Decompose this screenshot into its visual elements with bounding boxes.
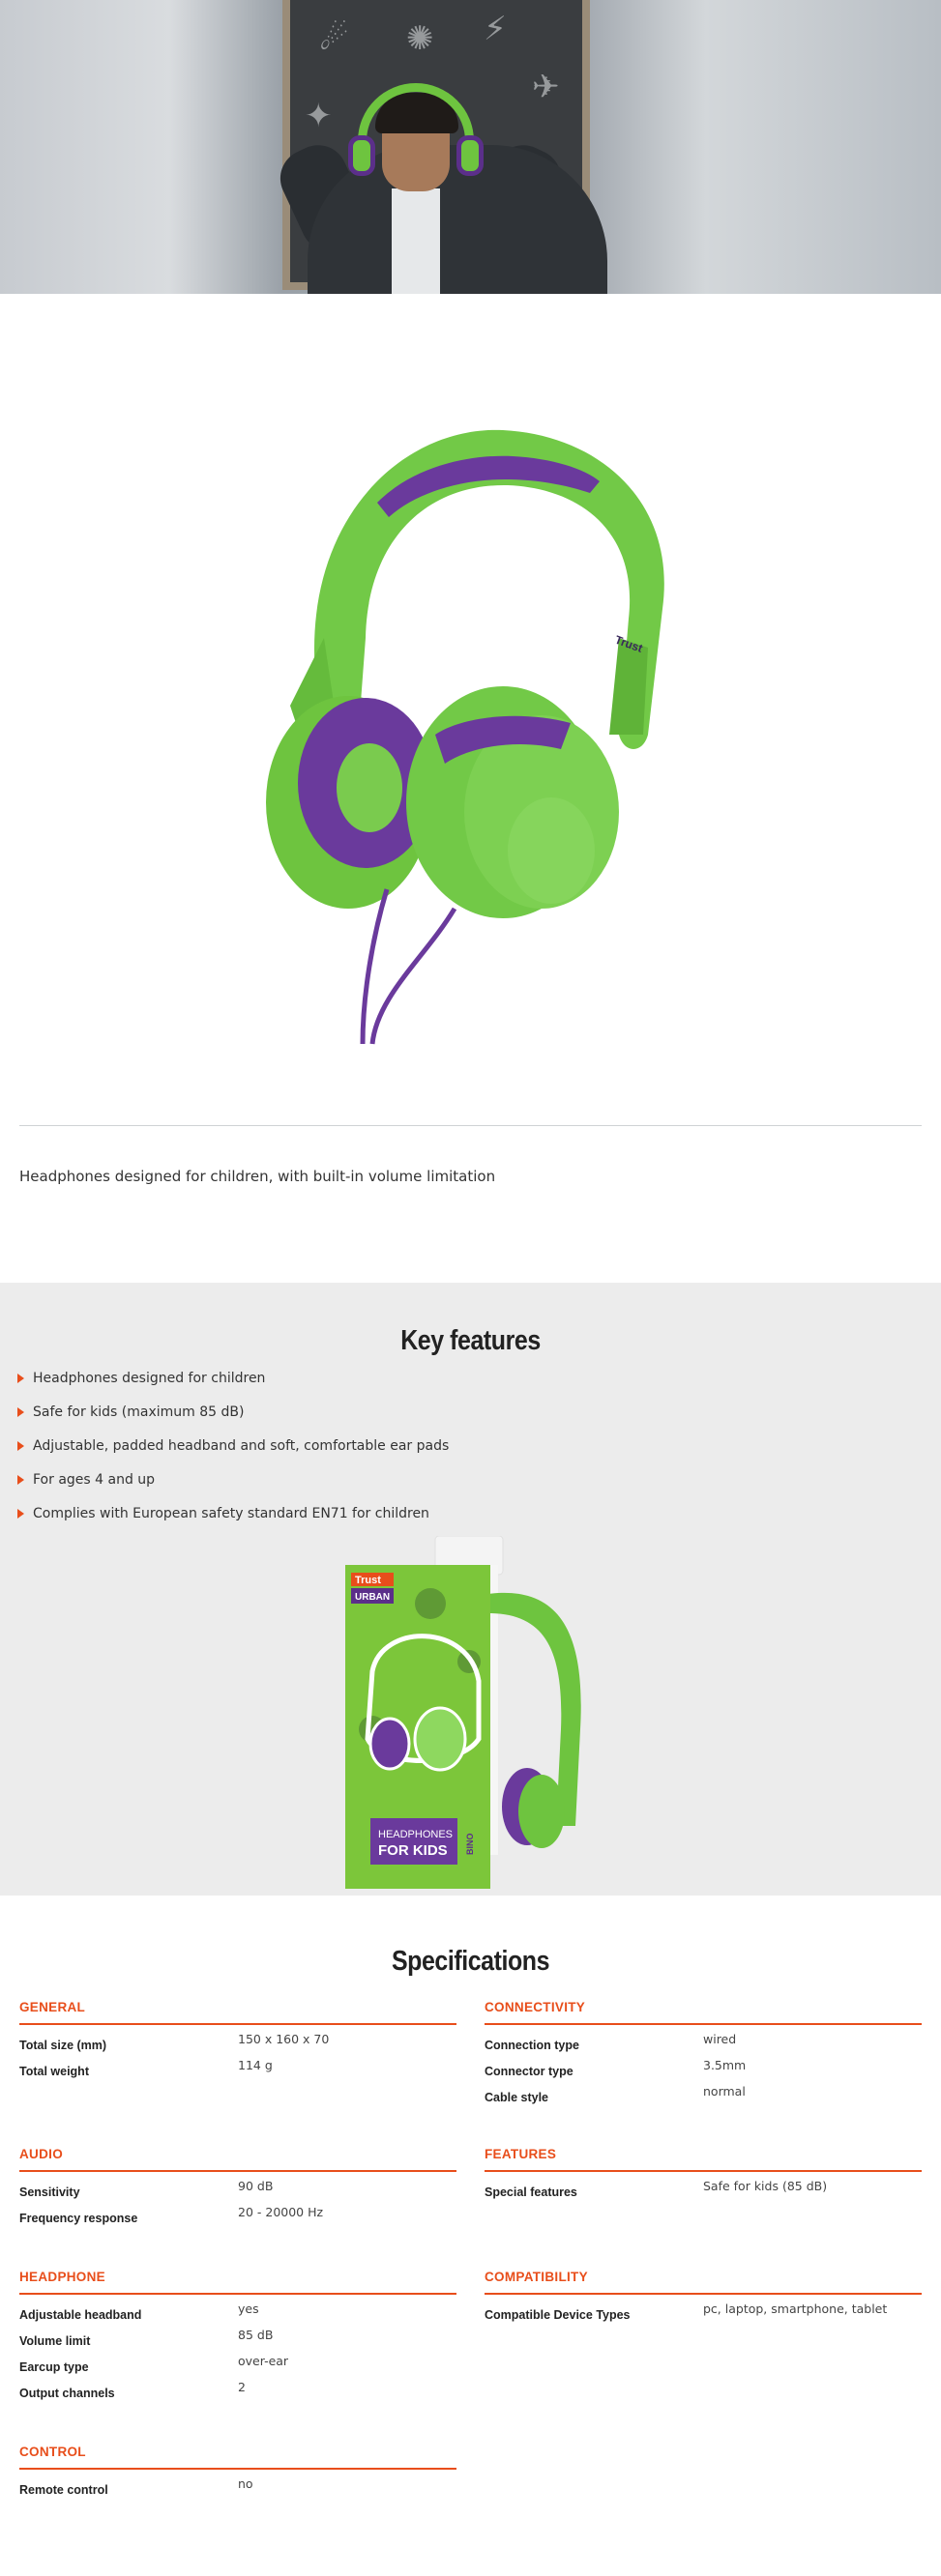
doodle-plane: ✈ <box>532 68 560 106</box>
doodle-ufo: ☄ <box>319 19 349 58</box>
svg-text:BINO: BINO <box>465 1833 475 1855</box>
spec-row: Earcup type over-ear <box>19 2354 289 2374</box>
feature-item: Safe for kids (maximum 85 dB) <box>17 1404 449 1437</box>
spec-row: Connection type wired <box>485 2032 737 2052</box>
triangle-bullet-icon <box>17 1509 24 1519</box>
feature-item: Adjustable, padded headband and soft, comfortable ear pads <box>17 1437 449 1471</box>
spec-group-features <box>485 2147 922 2270</box>
spec-row: Total weight 114 g <box>19 2058 273 2078</box>
doodle-spiral: ✺ <box>406 19 434 58</box>
spec-row: Remote control no <box>19 2476 253 2497</box>
packaging-image <box>343 1536 595 1897</box>
spec-row: Adjustable headband yes <box>19 2301 259 2322</box>
spec-group-heading: CONTROL <box>19 2445 456 2470</box>
spec-group-headphone <box>19 2270 456 2445</box>
spec-row: Special features Safe for kids (85 dB) <box>485 2179 828 2199</box>
hero-image <box>0 0 941 294</box>
doodle-lightning: ⚡ <box>484 10 507 48</box>
svg-text:HEADPHONES: HEADPHONES <box>378 1829 454 1840</box>
spec-row: Frequency response 20 - 20000 Hz <box>19 2205 324 2225</box>
spec-row: Output channels 2 <box>19 2380 246 2400</box>
spec-group-compatibility <box>485 2270 922 2328</box>
key-features-section <box>0 1283 941 1896</box>
spec-row: Total size (mm) 150 x 160 x 70 <box>19 2032 330 2052</box>
spec-group-heading: AUDIO <box>19 2147 456 2172</box>
spec-group-audio <box>19 2147 456 2270</box>
spec-row: Cable style normal <box>485 2084 746 2104</box>
spec-group-control <box>19 2445 456 2503</box>
spec-row: Volume limit 85 dB <box>19 2328 274 2348</box>
triangle-bullet-icon <box>17 1475 24 1485</box>
feature-item: Headphones designed for children <box>17 1370 449 1404</box>
doodle-star: ✦ <box>305 97 333 135</box>
spec-group-general <box>19 2000 456 2147</box>
feature-item: For ages 4 and up <box>17 1471 449 1505</box>
specs-left-column <box>19 2000 456 2503</box>
feature-list <box>17 1370 449 1539</box>
triangle-bullet-icon <box>17 1441 24 1451</box>
spec-row: Connector type 3.5mm <box>485 2058 747 2078</box>
spec-row: Compatible Device Types pc, laptop, smartphone, tablet <box>485 2301 888 2322</box>
spec-group-heading: FEATURES <box>485 2147 922 2172</box>
specifications-title: Specifications <box>391 1946 550 1977</box>
svg-text:Trust: Trust <box>612 632 645 655</box>
specifications-section <box>0 1896 941 2576</box>
feature-item: Complies with European safety standard EN71 for children <box>17 1505 449 1539</box>
spec-group-heading: COMPATIBILITY <box>485 2270 922 2295</box>
triangle-bullet-icon <box>17 1374 24 1383</box>
section-divider <box>19 1125 922 1126</box>
spec-group-heading: GENERAL <box>19 2000 456 2025</box>
svg-text:URBAN: URBAN <box>355 1592 391 1603</box>
key-features-title: Key features <box>400 1325 541 1356</box>
product-tagline: Headphones designed for children, with built-in volume limitation <box>19 1168 496 1185</box>
spec-group-heading: CONNECTIVITY <box>485 2000 922 2025</box>
spec-group-connectivity <box>485 2000 922 2147</box>
packaging-illustration <box>343 1536 595 1894</box>
product-image <box>251 416 677 1054</box>
spec-group-heading: HEADPHONE <box>19 2270 456 2295</box>
specs-right-column <box>485 2000 922 2328</box>
spec-row: Sensitivity 90 dB <box>19 2179 274 2199</box>
headphones-illustration <box>251 416 677 1054</box>
svg-text:Trust: Trust <box>355 1575 381 1586</box>
triangle-bullet-icon <box>17 1407 24 1417</box>
svg-text:FOR KIDS: FOR KIDS <box>378 1842 448 1859</box>
